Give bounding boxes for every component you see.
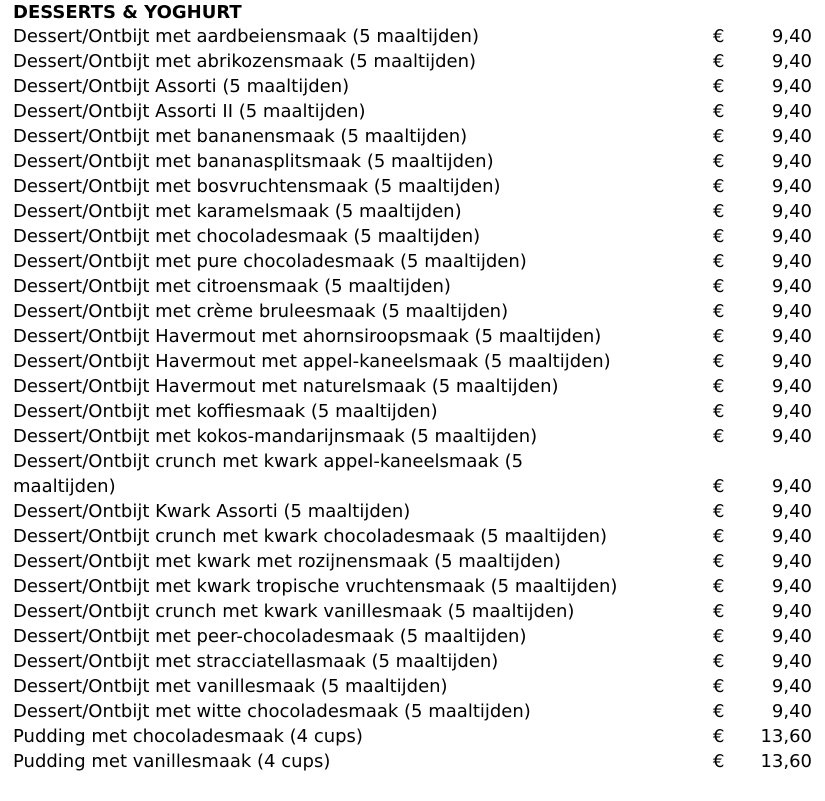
currency-symbol: € — [713, 601, 725, 622]
item-name: Dessert/Ontbijt Havermout met ahornsiroopsmaak (5 maaltijden) — [13, 326, 602, 347]
item-name: Dessert/Ontbijt met karamelsmaak (5 maaltijden) — [13, 201, 462, 222]
item-price: 9,40 — [771, 251, 812, 272]
item-name: Dessert/Ontbijt met abrikozensmaak (5 maaltijden) — [13, 51, 476, 72]
list-item — [13, 24, 825, 49]
list-item — [13, 124, 825, 149]
list-item — [13, 274, 825, 299]
currency-symbol: € — [713, 626, 725, 647]
item-name: Dessert/Ontbijt met kwark met rozijnensmaak (5 maaltijden) — [13, 551, 561, 572]
item-price: 9,40 — [771, 651, 812, 672]
item-price: 9,40 — [771, 51, 812, 72]
item-price: 9,40 — [771, 701, 812, 722]
item-price: 9,40 — [771, 376, 812, 397]
section-title: DESSERTS & YOGHURT — [13, 2, 242, 23]
item-price: 9,40 — [771, 226, 812, 247]
item-price: 9,40 — [771, 26, 812, 47]
item-name: Dessert/Ontbijt met aardbeiensmaak (5 maaltijden) — [13, 26, 479, 47]
item-price: 9,40 — [771, 576, 812, 597]
item-name: Dessert/Ontbijt crunch met kwark appel-kaneelsmaak (5 maaltijden) — [13, 451, 524, 497]
list-item — [13, 349, 825, 374]
currency-symbol: € — [713, 401, 725, 422]
item-name: Dessert/Ontbijt met kwark tropische vruchtensmaak (5 maaltijden) — [13, 576, 618, 597]
item-name: Dessert/Ontbijt crunch met kwark vanillesmaak (5 maaltijden) — [13, 601, 575, 622]
item-name: Dessert/Ontbijt Havermout met appel-kaneelsmaak (5 maaltijden) — [13, 351, 611, 372]
currency-symbol: € — [713, 201, 725, 222]
list-item — [13, 299, 825, 324]
currency-symbol: € — [713, 501, 725, 522]
item-name: Pudding met vanillesmaak (4 cups) — [13, 751, 331, 772]
price-list — [13, 24, 825, 774]
list-item — [13, 624, 825, 649]
item-price: 9,40 — [771, 426, 812, 447]
currency-symbol: € — [713, 76, 725, 97]
item-price: 9,40 — [771, 151, 812, 172]
list-item — [13, 724, 825, 749]
item-name: Dessert/Ontbijt met bosvruchtensmaak (5 maaltijden) — [13, 176, 501, 197]
item-name: Dessert/Ontbijt met stracciatellasmaak (5 maaltijden) — [13, 651, 499, 672]
item-price: 9,40 — [771, 126, 812, 147]
list-item — [13, 74, 825, 99]
list-item — [13, 249, 825, 274]
list-item — [13, 524, 825, 549]
item-price: 9,40 — [771, 401, 812, 422]
list-item — [13, 224, 825, 249]
item-name: Dessert/Ontbijt met chocoladesmaak (5 maaltijden) — [13, 226, 481, 247]
list-item — [13, 99, 825, 124]
item-name: Pudding met chocoladesmaak (4 cups) — [13, 726, 363, 747]
item-price: 9,40 — [771, 326, 812, 347]
item-price: 9,40 — [771, 676, 812, 697]
item-price: 9,40 — [771, 476, 812, 497]
currency-symbol: € — [713, 276, 725, 297]
list-item — [13, 599, 825, 624]
item-price: 9,40 — [771, 626, 812, 647]
item-name: Dessert/Ontbijt met bananensmaak (5 maaltijden) — [13, 126, 468, 147]
item-price: 9,40 — [771, 526, 812, 547]
item-price: 9,40 — [771, 501, 812, 522]
item-price: 9,40 — [771, 351, 812, 372]
item-price: 9,40 — [771, 601, 812, 622]
currency-symbol: € — [713, 176, 725, 197]
list-item — [13, 149, 825, 174]
currency-symbol: € — [713, 226, 725, 247]
currency-symbol: € — [713, 326, 725, 347]
list-item — [13, 174, 825, 199]
currency-symbol: € — [713, 476, 725, 497]
list-item — [13, 674, 825, 699]
item-name: Dessert/Ontbijt met crème bruleesmaak (5 maaltijden) — [13, 301, 509, 322]
currency-symbol: € — [713, 301, 725, 322]
item-price: 13,60 — [760, 751, 812, 772]
currency-symbol: € — [713, 526, 725, 547]
item-price: 9,40 — [771, 201, 812, 222]
currency-symbol: € — [713, 676, 725, 697]
list-item — [13, 424, 825, 449]
item-name: Dessert/Ontbijt Kwark Assorti (5 maaltijden) — [13, 501, 411, 522]
item-price: 9,40 — [771, 276, 812, 297]
list-item — [13, 374, 825, 399]
currency-symbol: € — [713, 26, 725, 47]
item-name: Dessert/Ontbijt met vanillesmaak (5 maaltijden) — [13, 676, 448, 697]
currency-symbol: € — [713, 726, 725, 747]
item-name: Dessert/Ontbijt met kokos-mandarijnsmaak (5 maaltijden) — [13, 426, 538, 447]
list-item — [13, 324, 825, 349]
currency-symbol: € — [713, 651, 725, 672]
item-name: Dessert/Ontbijt Havermout met naturelsmaak (5 maaltijden) — [13, 376, 559, 397]
list-item — [13, 649, 825, 674]
list-item — [13, 499, 825, 524]
item-price: 9,40 — [771, 76, 812, 97]
item-name: Dessert/Ontbijt met peer-chocoladesmaak (5 maaltijden) — [13, 626, 527, 647]
item-name: Dessert/Ontbijt Assorti II (5 maaltijden) — [13, 101, 366, 122]
currency-symbol: € — [713, 701, 725, 722]
item-name: Dessert/Ontbijt crunch met kwark chocoladesmaak (5 maaltijden) — [13, 526, 608, 547]
list-item — [13, 449, 825, 499]
list-item — [13, 199, 825, 224]
list-item — [13, 49, 825, 74]
currency-symbol: € — [713, 51, 725, 72]
currency-symbol: € — [713, 151, 725, 172]
item-price: 9,40 — [771, 101, 812, 122]
currency-symbol: € — [713, 426, 725, 447]
item-price: 9,40 — [771, 551, 812, 572]
item-price: 9,40 — [771, 176, 812, 197]
item-name: Dessert/Ontbijt met koffiesmaak (5 maaltijden) — [13, 401, 438, 422]
currency-symbol: € — [713, 576, 725, 597]
currency-symbol: € — [713, 751, 725, 772]
item-name: Dessert/Ontbijt met witte chocoladesmaak (5 maaltijden) — [13, 701, 531, 722]
list-item — [13, 699, 825, 724]
item-price: 13,60 — [760, 726, 812, 747]
list-item — [13, 574, 825, 599]
currency-symbol: € — [713, 551, 725, 572]
item-name: Dessert/Ontbijt Assorti (5 maaltijden) — [13, 76, 350, 97]
currency-symbol: € — [713, 376, 725, 397]
item-name: Dessert/Ontbijt met bananasplitsmaak (5 maaltijden) — [13, 151, 494, 172]
currency-symbol: € — [713, 126, 725, 147]
list-item — [13, 549, 825, 574]
item-price: 9,40 — [771, 301, 812, 322]
currency-symbol: € — [713, 101, 725, 122]
item-name: Dessert/Ontbijt met pure chocoladesmaak (5 maaltijden) — [13, 251, 527, 272]
currency-symbol: € — [713, 351, 725, 372]
list-item — [13, 399, 825, 424]
list-item — [13, 749, 825, 774]
item-name: Dessert/Ontbijt met citroensmaak (5 maaltijden) — [13, 276, 451, 297]
currency-symbol: € — [713, 251, 725, 272]
